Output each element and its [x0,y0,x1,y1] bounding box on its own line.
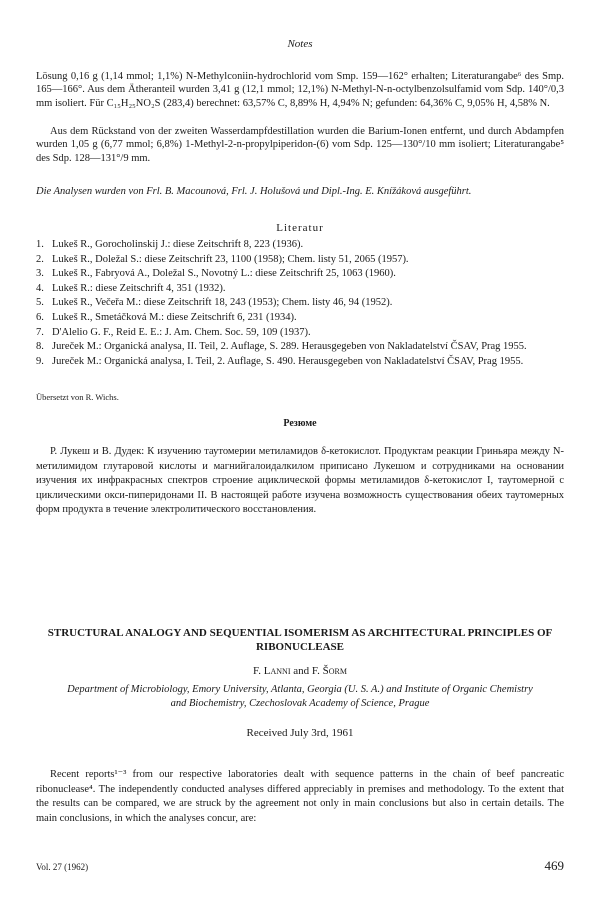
page-number: 469 [544,858,564,873]
reference-item [36,282,564,297]
author-line [0,665,600,677]
reference-number: 7. [36,326,44,338]
reference-text: Lukeš R., Gorocholinskij J.: diese Zeitschrift 8, 223 (1936). [52,239,304,250]
rezume-text: Р. Лукеш и В. Дудек: К изучению таутомерии метиламидов δ-кетокислот. Продуктам реакции Гриньяра между N-метилимидом глутаровой кислоты и магнийгалоидалкилом приписано Лукешом и сотрудниками на основании изучения их инфракрасных спектров строение ациклической формы метиламидов δ-кетокислот I, таутомерной с циклическими окси-пиперидонами II. В настоящей работе изучена возможность существования обеих таутомерных форм продукта в течение электролитического восстановления. [36,446,564,516]
reference-item [36,296,564,311]
article-title: STRUCTURAL ANALOGY AND SEQUENTIAL ISOMERISM AS ARCHITECTURAL PRINCIPLES OF RIBONUCLEASE [47,627,553,653]
author-name: F. Šorm [311,665,347,677]
translator-note: Übersetzt von R. Wichs. [36,392,119,402]
rezume-heading: Резюме [283,418,317,429]
reference-text: Jureček M.: Organická analysa, I. Teil, 2. Auflage, S. 490. Herausgegeben von Nakladatelství ČSAV, Prag 1955. [52,355,524,367]
reference-number: 6. [36,311,44,323]
article-intro-paragraph: Recent reports¹⁻³ from our respective laboratories dealt with sequence patterns in the chain of beef pancreatic ribonuclease⁴. The independently conducted analyses differed appreciably in premises and methodology. To the extent that the results can be compared, we are struck by the agreement not only in main conclusions but also in certain details. The main conclusions, in which the analyses concur, are: [36,769,564,824]
reference-item [36,311,564,326]
reference-number: 1. [36,239,44,250]
reference-number: 4. [36,282,44,294]
reference-item [36,326,564,341]
reference-item [36,355,564,370]
reference-number: 2. [36,253,44,265]
reference-text: Lukeš R., Doležal S.: diese Zeitschrift 23, 1100 (1958); Chem. listy 51, 2065 (1957). [52,253,409,265]
author-name: F. Lanni [253,665,291,677]
reference-item [36,340,564,355]
reference-item [36,267,564,282]
reference-item [36,253,564,268]
reference-list [36,238,564,369]
reference-number: 9. [36,355,44,367]
received-date: Received July 3rd, 1961 [246,727,354,739]
reference-text: Lukeš R., Smetáčková M.: diese Zeitschrift 6, 231 (1934). [52,311,297,323]
reference-text: D'Alelio G. F., Reid E. E.: J. Am. Chem. Soc. 59, 109 (1937). [52,326,311,338]
reference-number: 3. [36,268,44,280]
paragraph-acknowledgement: Die Analysen wurden von Frl. B. Macounová, Frl. J. Holušová und Dipl.-Ing. E. Knížáková ausgeführt. [36,186,472,197]
author-conjunction: and [293,665,310,677]
volume-info: Vol. 27 (1962) [36,862,89,872]
reference-number: 8. [36,341,44,353]
reference-text: Lukeš R.: diese Zeitschrift 4, 351 (1932). [52,282,226,294]
reference-item [36,238,564,253]
paragraph-residue: Aus dem Rückstand von der zweiten Wasserdampfdestillation wurden die Barium-Ionen entfernt, und durch Abdampfen wurden 1,05 g (6,77 mmol; 6,8%) 1-Methyl-2-n-propylpiperidon-(6) vom Sdp. 125—130°/10 mm isoliert; Literaturangabe⁵ des Sdp. 128—131°/9 mm. [36,126,564,164]
reference-number: 5. [36,297,44,309]
reference-text: Lukeš R., Fabryová A., Doležal S., Novotný L.: diese Zeitschrift 25, 1063 (1960). [52,268,396,280]
reference-text: Lukeš R., Večeřa M.: diese Zeitschrift 18, 243 (1953); Chem. listy 46, 94 (1952). [52,297,393,309]
literatur-heading: Literatur [276,222,324,234]
author-affiliation: Department of Microbiology, Emory University, Atlanta, Georgia (U. S. A.) and Institute of Organic Chemistry and Biochemistry, Czechoslovak Academy of Science, Prague [67,684,533,709]
paragraph-continuation: Lösung 0,16 g (1,14 mmol; 1,1%) N-Methylconiin-hydrochlorid vom Smp. 159—162° erhalten; Literaturangabe⁶ des Smp. 165—166°. Aus dem Ätheranteil wurden 3,41 g (12,1 mmol; 12,1%) N-Methyl-N-n-octylbenzolsulfamid vom Sdp. 140°/0,3 mm isoliert. Für C₁₅H₂₅NO₂S (283,4) berechnet: 63,57% C, 8,89% H, 4,94% N; gefunden: 64,36% C, 9,05% H, 4,58% N. [36,71,564,109]
reference-text: Jureček M.: Organická analysa, II. Teil, 2. Auflage, S. 289. Herausgegeben von Nakladatelství ČSAV, Prag 1955. [52,341,527,353]
running-header: Notes [287,38,313,50]
